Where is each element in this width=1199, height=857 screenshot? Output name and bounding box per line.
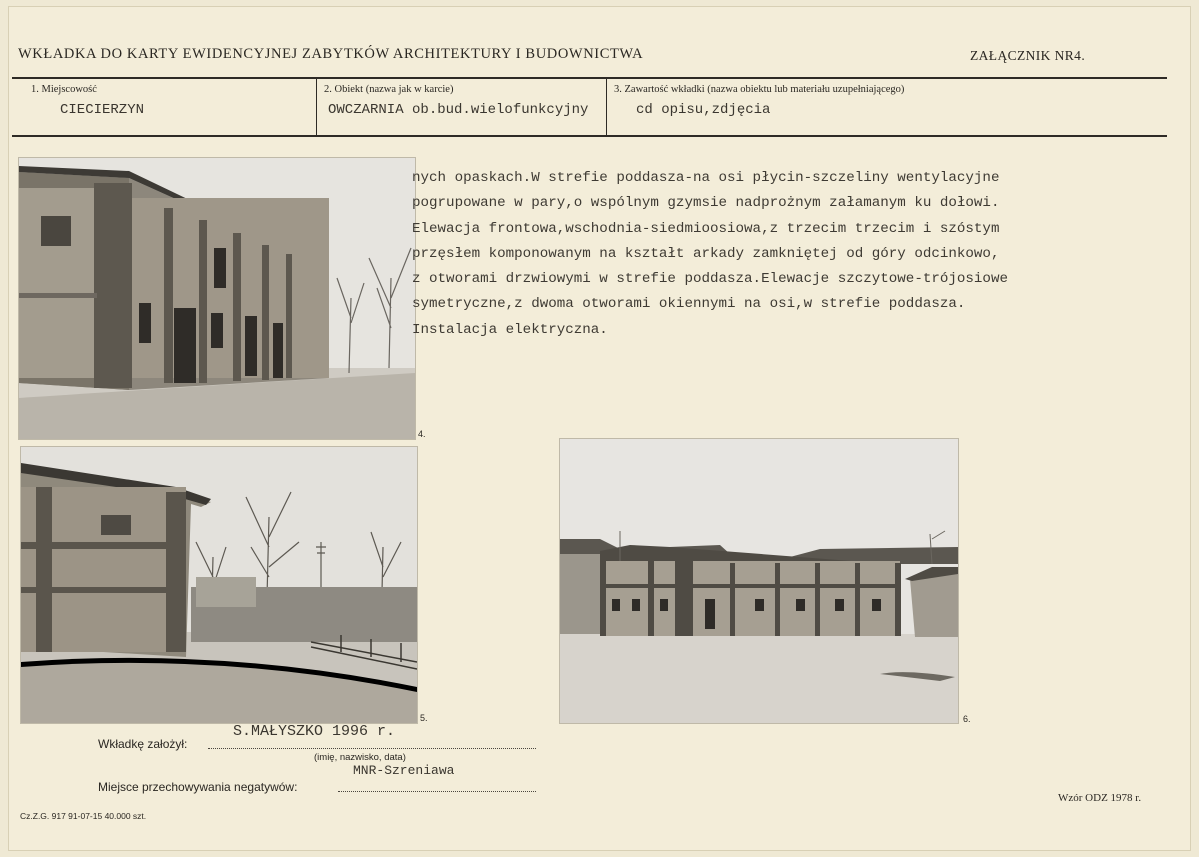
photo-number: 5.	[420, 713, 428, 723]
contents-label: 3. Zawartość wkładki (nazwa obiektu lub materiału uzupełniającego)	[614, 84, 905, 95]
locality-value: CIECIERZYN	[60, 102, 145, 118]
field-divider	[606, 79, 607, 135]
photo-barn-corner-view	[18, 157, 416, 440]
storage-typed-value: MNR-Szreniawa	[353, 763, 455, 778]
description-text	[412, 166, 1152, 343]
photo-front-facade-view	[559, 438, 959, 724]
object-value: OWCZARNIA ob.bud.wielofunkcyjny	[328, 102, 589, 118]
description-line: Instalacja elektryczna.	[412, 321, 608, 338]
template-note: Wzór ODZ 1978 r.	[1058, 792, 1142, 804]
description-line: pogrupowane w pary,o wspólnym gzymsie nadprożnym załamanym ku dołowi.	[412, 195, 1000, 212]
annex-number: ZAŁĄCZNIK NR4.	[970, 48, 1086, 63]
contents-value: cd opisu,zdjęcia	[636, 102, 771, 118]
object-label: 2. Obiekt (nazwa jak w karcie)	[324, 84, 454, 95]
document-title: WKŁADKA DO KARTY EWIDENCYJNEJ ZABYTKÓW ARCHITEKTURY I BUDOWNICTWA	[18, 46, 644, 62]
negatives-storage-label: Miejsce przechowywania negatywów:	[98, 780, 298, 794]
description-line: nych opaskach.W strefie poddasza-na osi płycin-szczeliny wentylacyjne	[412, 170, 1000, 186]
author-hint: (imię, nazwisko, data)	[314, 752, 406, 763]
photo-number: 6.	[963, 714, 971, 724]
photo-number: 4.	[418, 429, 426, 439]
description-line: symetryczne,z dwoma otworami okiennymi na osi,w strefie poddasza.	[412, 296, 966, 313]
insert-author-label: Wkładkę założył:	[98, 737, 188, 751]
description-line: przęsłem komponowanym na kształt arkady zamkniętej od góry odcinkowo,	[412, 245, 1000, 262]
field-divider	[316, 79, 317, 135]
header-rule-bottom	[12, 135, 1167, 137]
print-code: Cz.Z.G. 917 91-07-15 40.000 szt.	[20, 811, 147, 821]
author-typed-value: S.MAŁYSZKO 1996 r.	[233, 723, 396, 740]
locality-label: 1. Miejscowość	[31, 84, 97, 95]
storage-dotted-line	[338, 791, 536, 792]
photo-gable-wall-view	[20, 446, 418, 724]
header-rule-top	[12, 77, 1167, 79]
author-dotted-line	[208, 748, 536, 749]
description-line: z otworami drzwiowymi w strefie poddasza.Elewacje szczytowe-trójosiowe	[412, 271, 1008, 288]
description-line: Elewacja frontowa,wschodnia-siedmioosiowa,z trzecim trzecim i szóstym	[412, 220, 1000, 237]
